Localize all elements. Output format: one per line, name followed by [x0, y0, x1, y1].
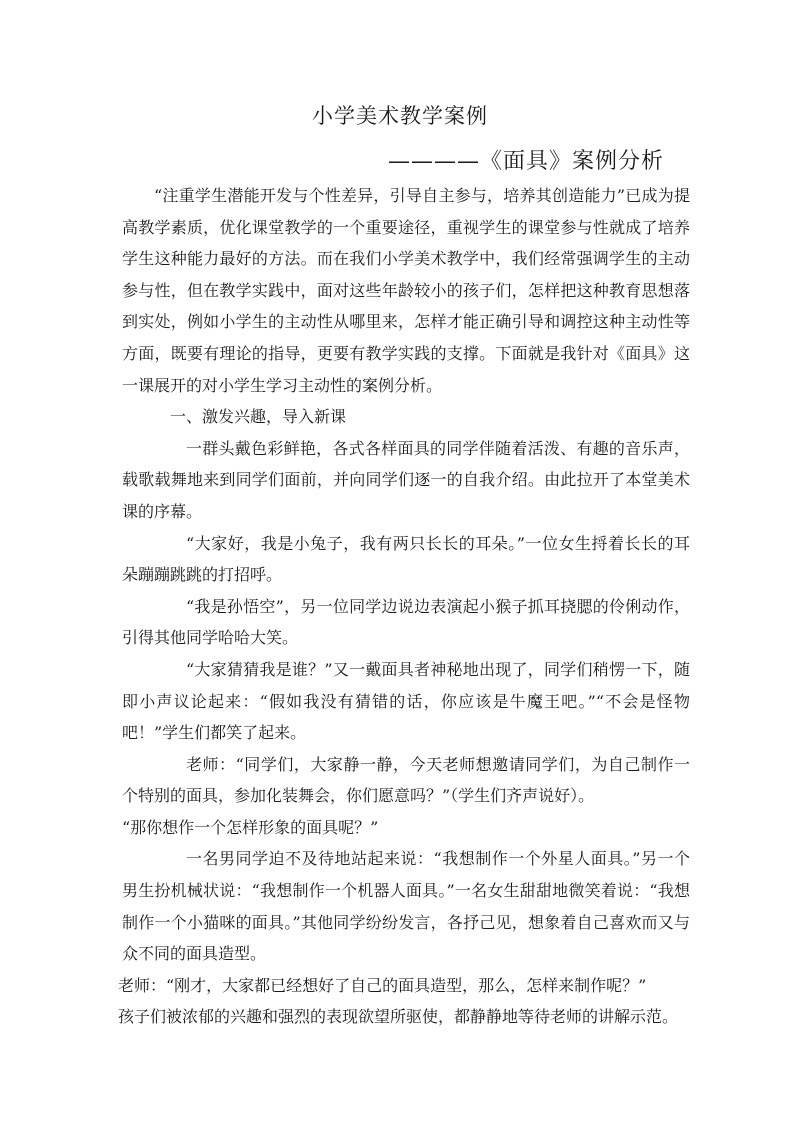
- paragraph: “大家猜猜我是谁？”又一戴面具者神秘地出现了，同学们稍愣一下，随即小声议论起来：“假如我没有猜错的话，你应该是牛魔王吧。”“不会是怪物吧！”学生们都笑了起来。: [122, 659, 690, 743]
- paragraph: 一名男同学迫不及待地站起来说：“我想制作一个外星人面具。”另一个男生扮机械状说：“我想制作一个机器人面具。”一名女生甜甜地微笑着说：“我想制作一个小猫咪的面具。”其他同学纷纷发言，各抒己见，想象着自己喜欢而又与众不同的面具造型。: [122, 849, 690, 964]
- paragraph: 孩子们被浓郁的兴趣和强烈的表现欲望所驱使，都静静地等待老师的讲解示范。: [118, 1007, 679, 1027]
- paragraph: “大家好，我是小兔子，我有两只长长的耳朵。”一位女生捋着长长的耳朵蹦蹦跳跳的打招呼。: [122, 533, 690, 585]
- doc-body: [118, 180, 690, 1033]
- section-heading: 一、激发兴趣，导入新课: [170, 407, 347, 427]
- paragraph: 一群头戴色彩鲜艳，各式各样面具的同学伴随着活泼、有趣的音乐声，载歌载舞地来到同学们面前，并向同学们逐一的自我介绍。由此拉开了本堂美术课的序幕。: [122, 438, 690, 521]
- paragraph: “我是孙悟空”，另一位同学边说边表演起小猴子抓耳挠腮的伶俐动作，引得其他同学哈哈大笑。: [122, 596, 690, 648]
- paragraph-intro: “注重学生潜能开发与个性差异，引导自主参与，培养其创造能力”已成为提高教学素质，优化课堂教学的一个重要途径，重视学生的课堂参与性就成了培养学生这种能力最好的方法。而在我们小学美术教学中，我们经常强调学生的主动参与性，但在教学实践中，面对这些年龄较小的孩子们，怎样把这种教育思想落到实处，例如小学生的主动性从哪里来，怎样才能正确引导和调控这种主动性等方面，既要有理论的指导，更要有教学实践的支撑。下面就是我针对《面具》这一课展开的对小学生学习主动性的案例分析。: [122, 186, 690, 395]
- doc-subtitle: ————《面具》案例分析: [388, 149, 665, 174]
- paragraph: 老师：“同学们，大家静一静，今天老师想邀请同学们，为自己制作一个特别的面具，参加化装舞会，你们愿意吗？”（学生们齐声说好）。: [122, 754, 690, 806]
- paragraph: 老师：“刚才，大家都已经想好了自己的面具造型，那么，怎样来制作呢？”: [118, 975, 647, 995]
- doc-title: 小学美术教学案例: [312, 104, 488, 128]
- paragraph: “那你想作一个怎样形象的面具呢？”: [122, 817, 379, 837]
